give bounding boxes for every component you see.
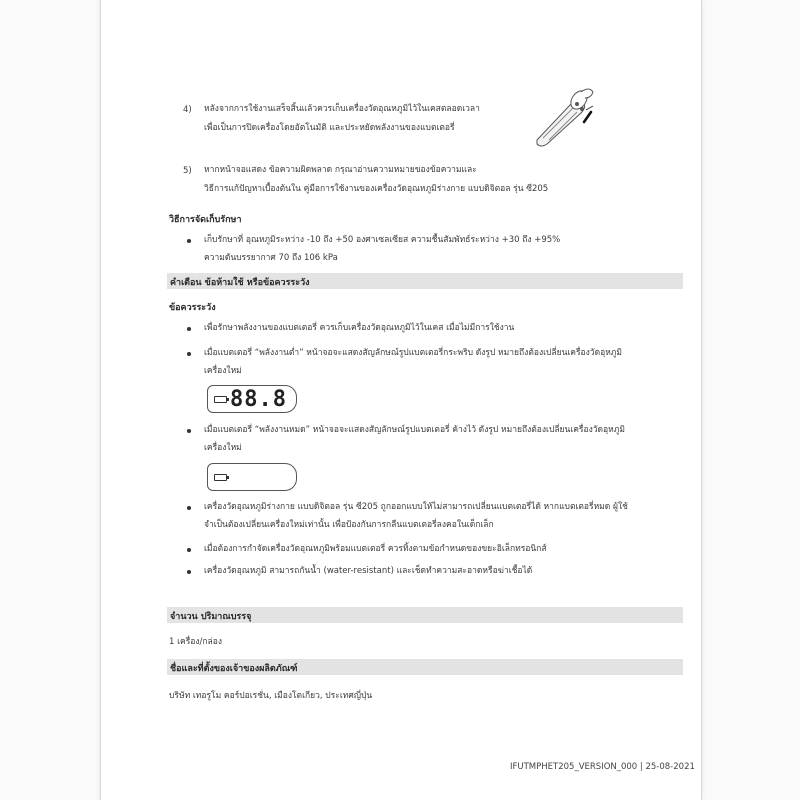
item-4-line-1: หลังจากการใช้งานเสร็จสิ้นแล้วควรเก็บเครื่องวัดอุณหภูมิไว้ในเคสตลอดเวลา <box>204 104 480 114</box>
item-4-line-2: เพื่อเป็นการปิดเครื่องโดยอัตโนมัติ และประหยัดพลังงานของแบตเตอรี่ <box>204 123 455 133</box>
precaution-4-line-1: เครื่องวัดอุณหภูมิร่างกาย แบบดิจิตอล รุ่น ซี205 ถูกออกแบบให้ไม่สามารถเปลี่ยนแบตเตอรี่ได้ หากแบตเตอรี่หมด ผู้ใช้ <box>204 502 628 512</box>
bullet-icon <box>187 548 191 552</box>
bullet-icon <box>187 352 191 356</box>
document-page <box>100 0 702 800</box>
bullet-icon <box>187 239 191 243</box>
lcd-empty-battery-display <box>207 463 297 491</box>
storage-heading: วิธีการจัดเก็บรักษา <box>169 215 242 225</box>
manufacturer-value: บริษัท เทอรูโม คอร์ปอเรชั่น, เมืองโตเกียว, ประเทศญี่ปุ่น <box>169 691 373 701</box>
precaution-4-line-2: จำเป็นต้องเปลี่ยนเครื่องใหม่เท่านั้น เพื่อป้องกันการกลืนแบตเตอรี่ลงคอในเด็กเล็ก <box>204 520 494 530</box>
bullet-icon <box>187 327 191 331</box>
battery-icon <box>214 474 227 481</box>
thermometer-in-case-illustration <box>531 82 601 148</box>
precaution-6: เครื่องวัดอุณหภูมิ สามารถกันน้ำ (water-resistant) และเช็ดทำความสะอาดหรือฆ่าเชื้อได้ <box>204 566 533 576</box>
warning-section-title: คำเตือน ข้อห้ามใช้ หรือข้อควรระวัง <box>170 278 310 288</box>
bullet-icon <box>187 506 191 510</box>
storage-line-1: เก็บรักษาที่ อุณหภูมิระหว่าง -10 ถึง +50 องศาเซลเซียส ความชื้นสัมพัทธ์ระหว่าง +30 ถึง +95% <box>204 235 561 245</box>
bullet-icon <box>187 429 191 433</box>
storage-line-2: ความดันบรรยากาศ 70 ถึง 106 kPa <box>204 253 338 263</box>
item-number: 4) <box>183 105 192 115</box>
quantity-section-bar <box>167 607 683 623</box>
lcd-low-battery-display <box>207 385 297 413</box>
manufacturer-section-bar <box>167 659 683 675</box>
item-5-line-2: วิธีการแก้ปัญหาเบื้องต้นใน คู่มือการใช้งานของเครื่องวัดอุณหภูมิร่างกาย แบบดิจิตอล รุ่น ซี205 <box>204 184 549 194</box>
quantity-value: 1 เครื่อง/กล่อง <box>169 637 222 647</box>
battery-icon <box>214 396 227 403</box>
lcd-reading: 88.8 <box>230 387 287 412</box>
precaution-3-line-2: เครื่องใหม่ <box>204 443 242 453</box>
bullet-icon <box>187 570 191 574</box>
precaution-1: เพื่อรักษาพลังงานของแบตเตอรี่ ควรเก็บเครื่องวัดอุณหภูมิไว้ในเคส เมื่อไม่มีการใช้งาน <box>204 323 515 333</box>
warning-section-bar <box>167 273 683 289</box>
document-footer: IFUTMPHET205_VERSION_000 | 25-08-2021 <box>510 762 695 772</box>
manufacturer-title: ชื่อและที่ตั้งของเจ้าของผลิตภัณฑ์ <box>170 664 298 674</box>
quantity-title: จำนวน ปริมาณบรรจุ <box>170 612 252 622</box>
item-5-line-1: หากหน้าจอแสดง ข้อความผิดพลาด กรุณาอ่านความหมายของข้อความและ <box>204 165 477 175</box>
precaution-3-line-1: เมื่อแบตเตอรี่ “พลังงานหมด” หน้าจอจะแสดงสัญลักษณ์รูปแบตเตอรี่ ค้างไว้ ดังรูป หมายถึงต้องเปลี่ยนเครื่องวัดอุหภูมิ <box>204 425 625 435</box>
precautions-heading: ข้อควรระวัง <box>169 303 216 313</box>
precaution-2-line-1: เมื่อแบตเตอรี่ “พลังงานต่ำ” หน้าจอจะแสดงสัญลักษณ์รูปแบตเตอรี่กระพริบ ดังรูป หมายถึงต้องเปลี่ยนเครื่องวัดอุหภูมิ <box>204 348 623 358</box>
item-number: 5) <box>183 166 192 176</box>
precaution-5: เมื่อต้องการกำจัดเครื่องวัดอุณหภูมิพร้อมแบตเตอรี่ ควรทิ้งตามข้อกำหนดของขยะอิเล็กทรอนิกส์ <box>204 544 547 554</box>
precaution-2-line-2: เครื่องใหม่ <box>204 366 242 376</box>
